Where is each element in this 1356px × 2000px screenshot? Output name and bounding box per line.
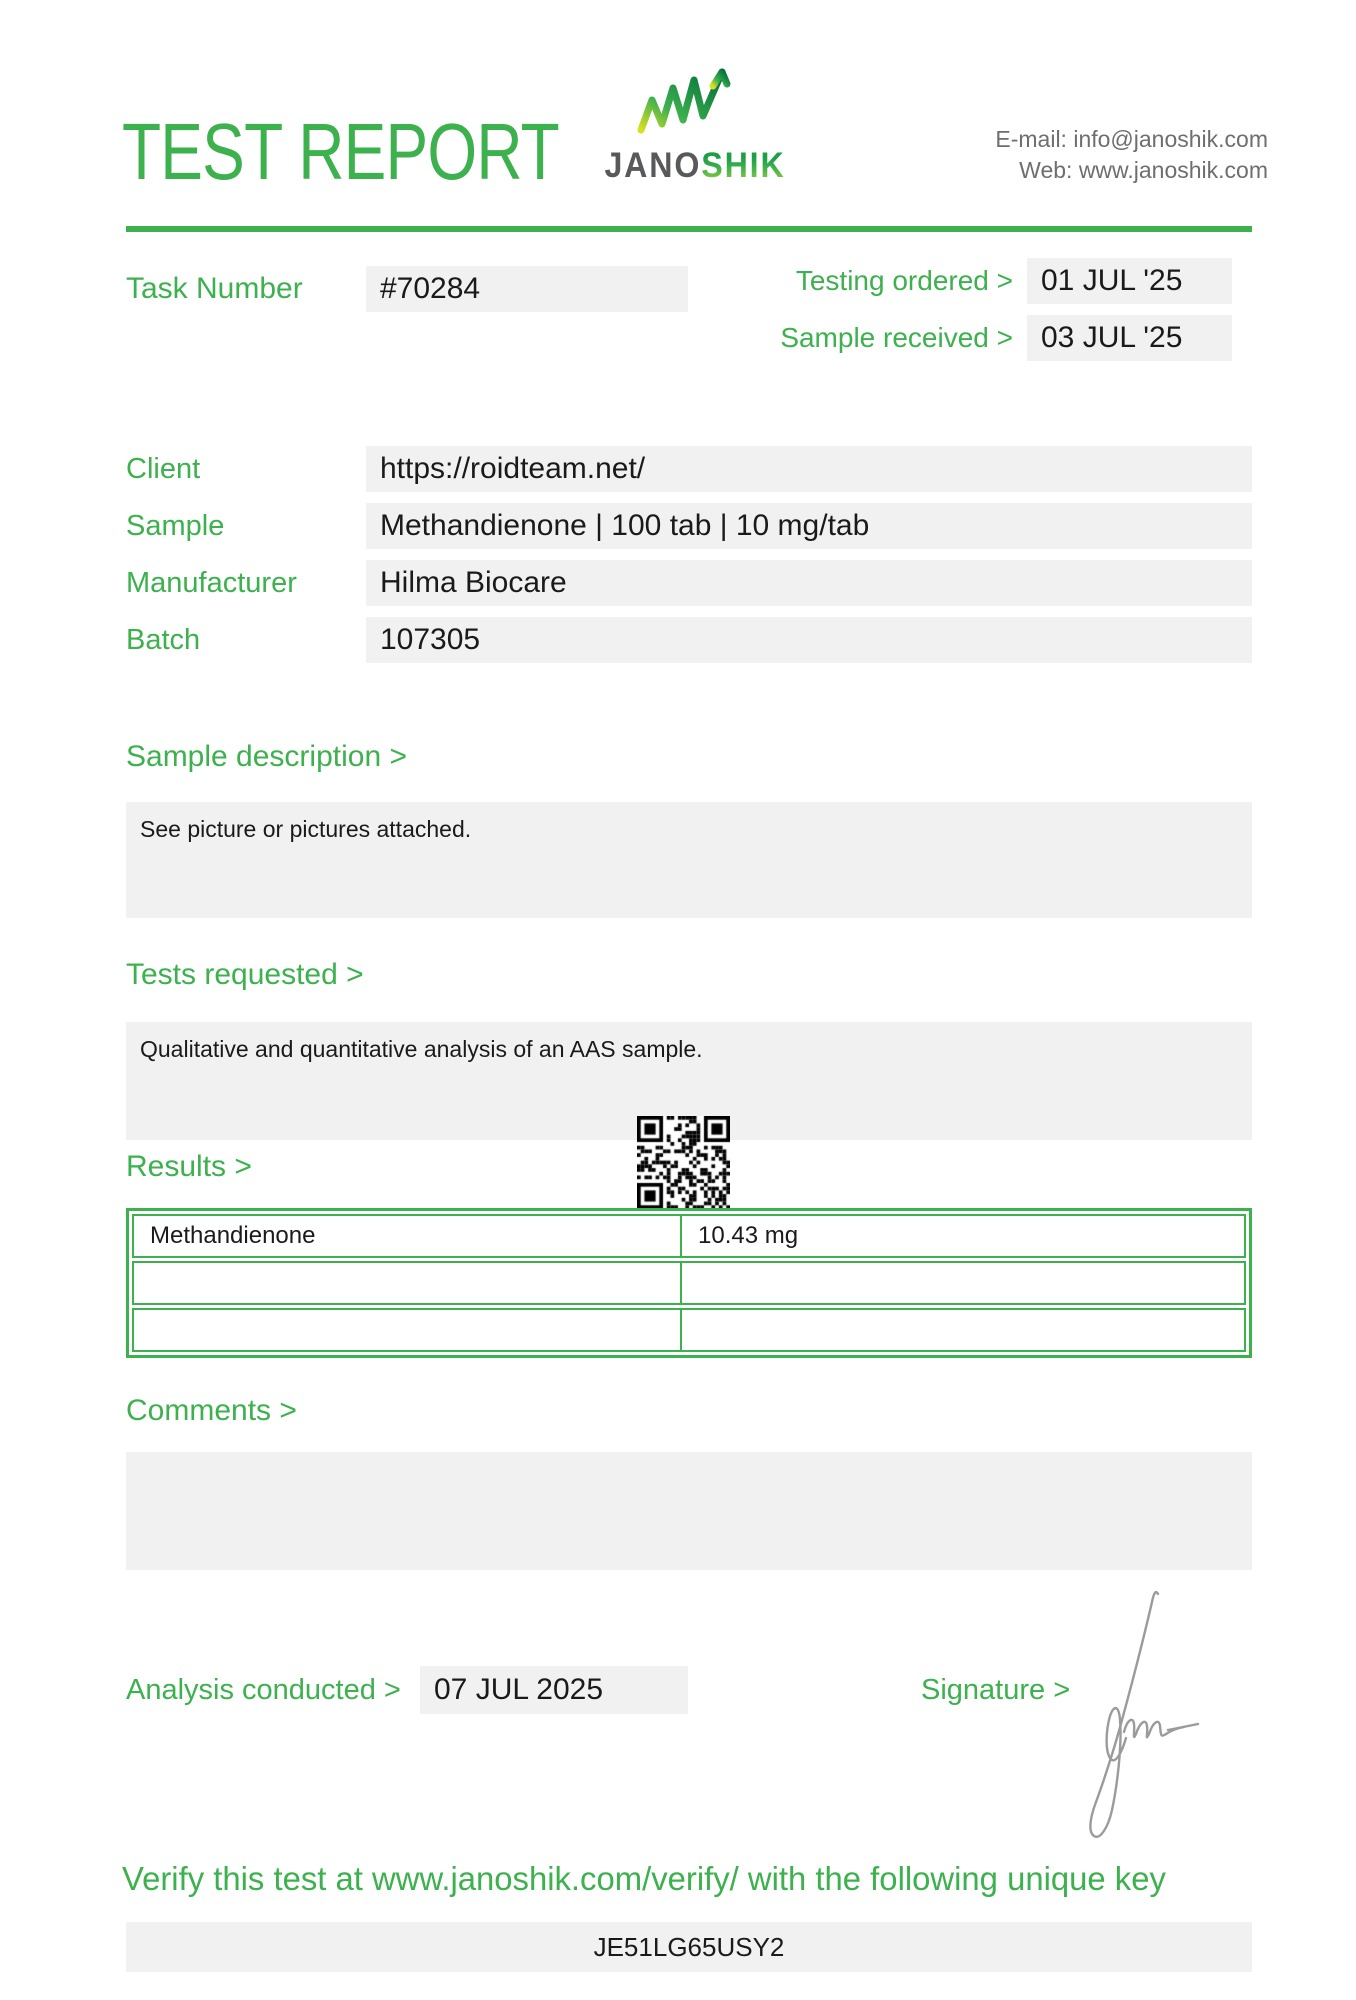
result-amount <box>682 1310 1244 1350</box>
tests-requested-box: Qualitative and quantitative analysis of an AAS sample. <box>126 1022 1252 1140</box>
result-analyte <box>134 1263 682 1303</box>
signature-label: Signature > <box>921 1673 1071 1706</box>
header-divider <box>126 226 1252 232</box>
testing-ordered-date: 01 JUL '25 <box>1027 258 1232 304</box>
sample-description-box: See picture or pictures attached. <box>126 802 1252 918</box>
signature-scribble <box>1072 1580 1212 1850</box>
unique-key-value: JE51LG65USY2 <box>126 1922 1252 1972</box>
testing-ordered-label: Testing ordered > <box>795 265 1013 296</box>
logo-text-gray: JANO <box>604 146 702 185</box>
analysis-conducted-date: 07 JUL 2025 <box>420 1666 688 1714</box>
result-amount <box>682 1263 1244 1303</box>
table-row <box>132 1308 1246 1352</box>
batch-value: 107305 <box>366 617 1252 663</box>
results-table <box>126 1208 1252 1358</box>
table-row <box>132 1214 1246 1258</box>
table-row <box>132 1261 1246 1305</box>
qr-code <box>637 1116 730 1209</box>
client-value: https://roidteam.net/ <box>366 446 1252 492</box>
result-analyte: Methandienone <box>134 1216 682 1256</box>
sample-label: Sample <box>126 509 225 542</box>
page-title: TEST REPORT <box>122 107 559 196</box>
comments-box <box>126 1452 1252 1570</box>
sample-received-label: Sample received > <box>780 322 1013 353</box>
janoshik-logo <box>565 62 825 184</box>
sample-value: Methandienone | 100 tab | 10 mg/tab <box>366 503 1252 549</box>
manufacturer-label: Manufacturer <box>126 566 297 599</box>
results-heading: Results > <box>126 1150 252 1183</box>
result-analyte <box>134 1310 682 1350</box>
manufacturer-value: Hilma Biocare <box>366 560 1252 606</box>
logo-wordmark <box>575 148 814 184</box>
web-line: Web: www.janoshik.com <box>1019 157 1268 183</box>
comments-heading: Comments > <box>126 1394 297 1427</box>
batch-label: Batch <box>126 623 201 656</box>
task-number-label: Task Number <box>126 272 303 305</box>
contact-block <box>995 124 1268 186</box>
logo-text-green: SHIK <box>701 146 786 185</box>
result-amount: 10.43 mg <box>698 1222 799 1249</box>
sample-description-heading: Sample description > <box>126 740 407 773</box>
client-label: Client <box>126 452 201 485</box>
email-line: E-mail: info@janoshik.com <box>995 126 1268 152</box>
verify-instruction: Verify this test at www.janoshik.com/verify/ with the following unique key <box>122 1860 1166 1897</box>
growth-chart-icon <box>633 62 757 148</box>
task-number-value: #70284 <box>366 266 688 312</box>
analysis-conducted-label: Analysis conducted > <box>126 1673 401 1706</box>
sample-received-date: 03 JUL '25 <box>1027 315 1232 361</box>
tests-requested-heading: Tests requested > <box>126 958 364 991</box>
